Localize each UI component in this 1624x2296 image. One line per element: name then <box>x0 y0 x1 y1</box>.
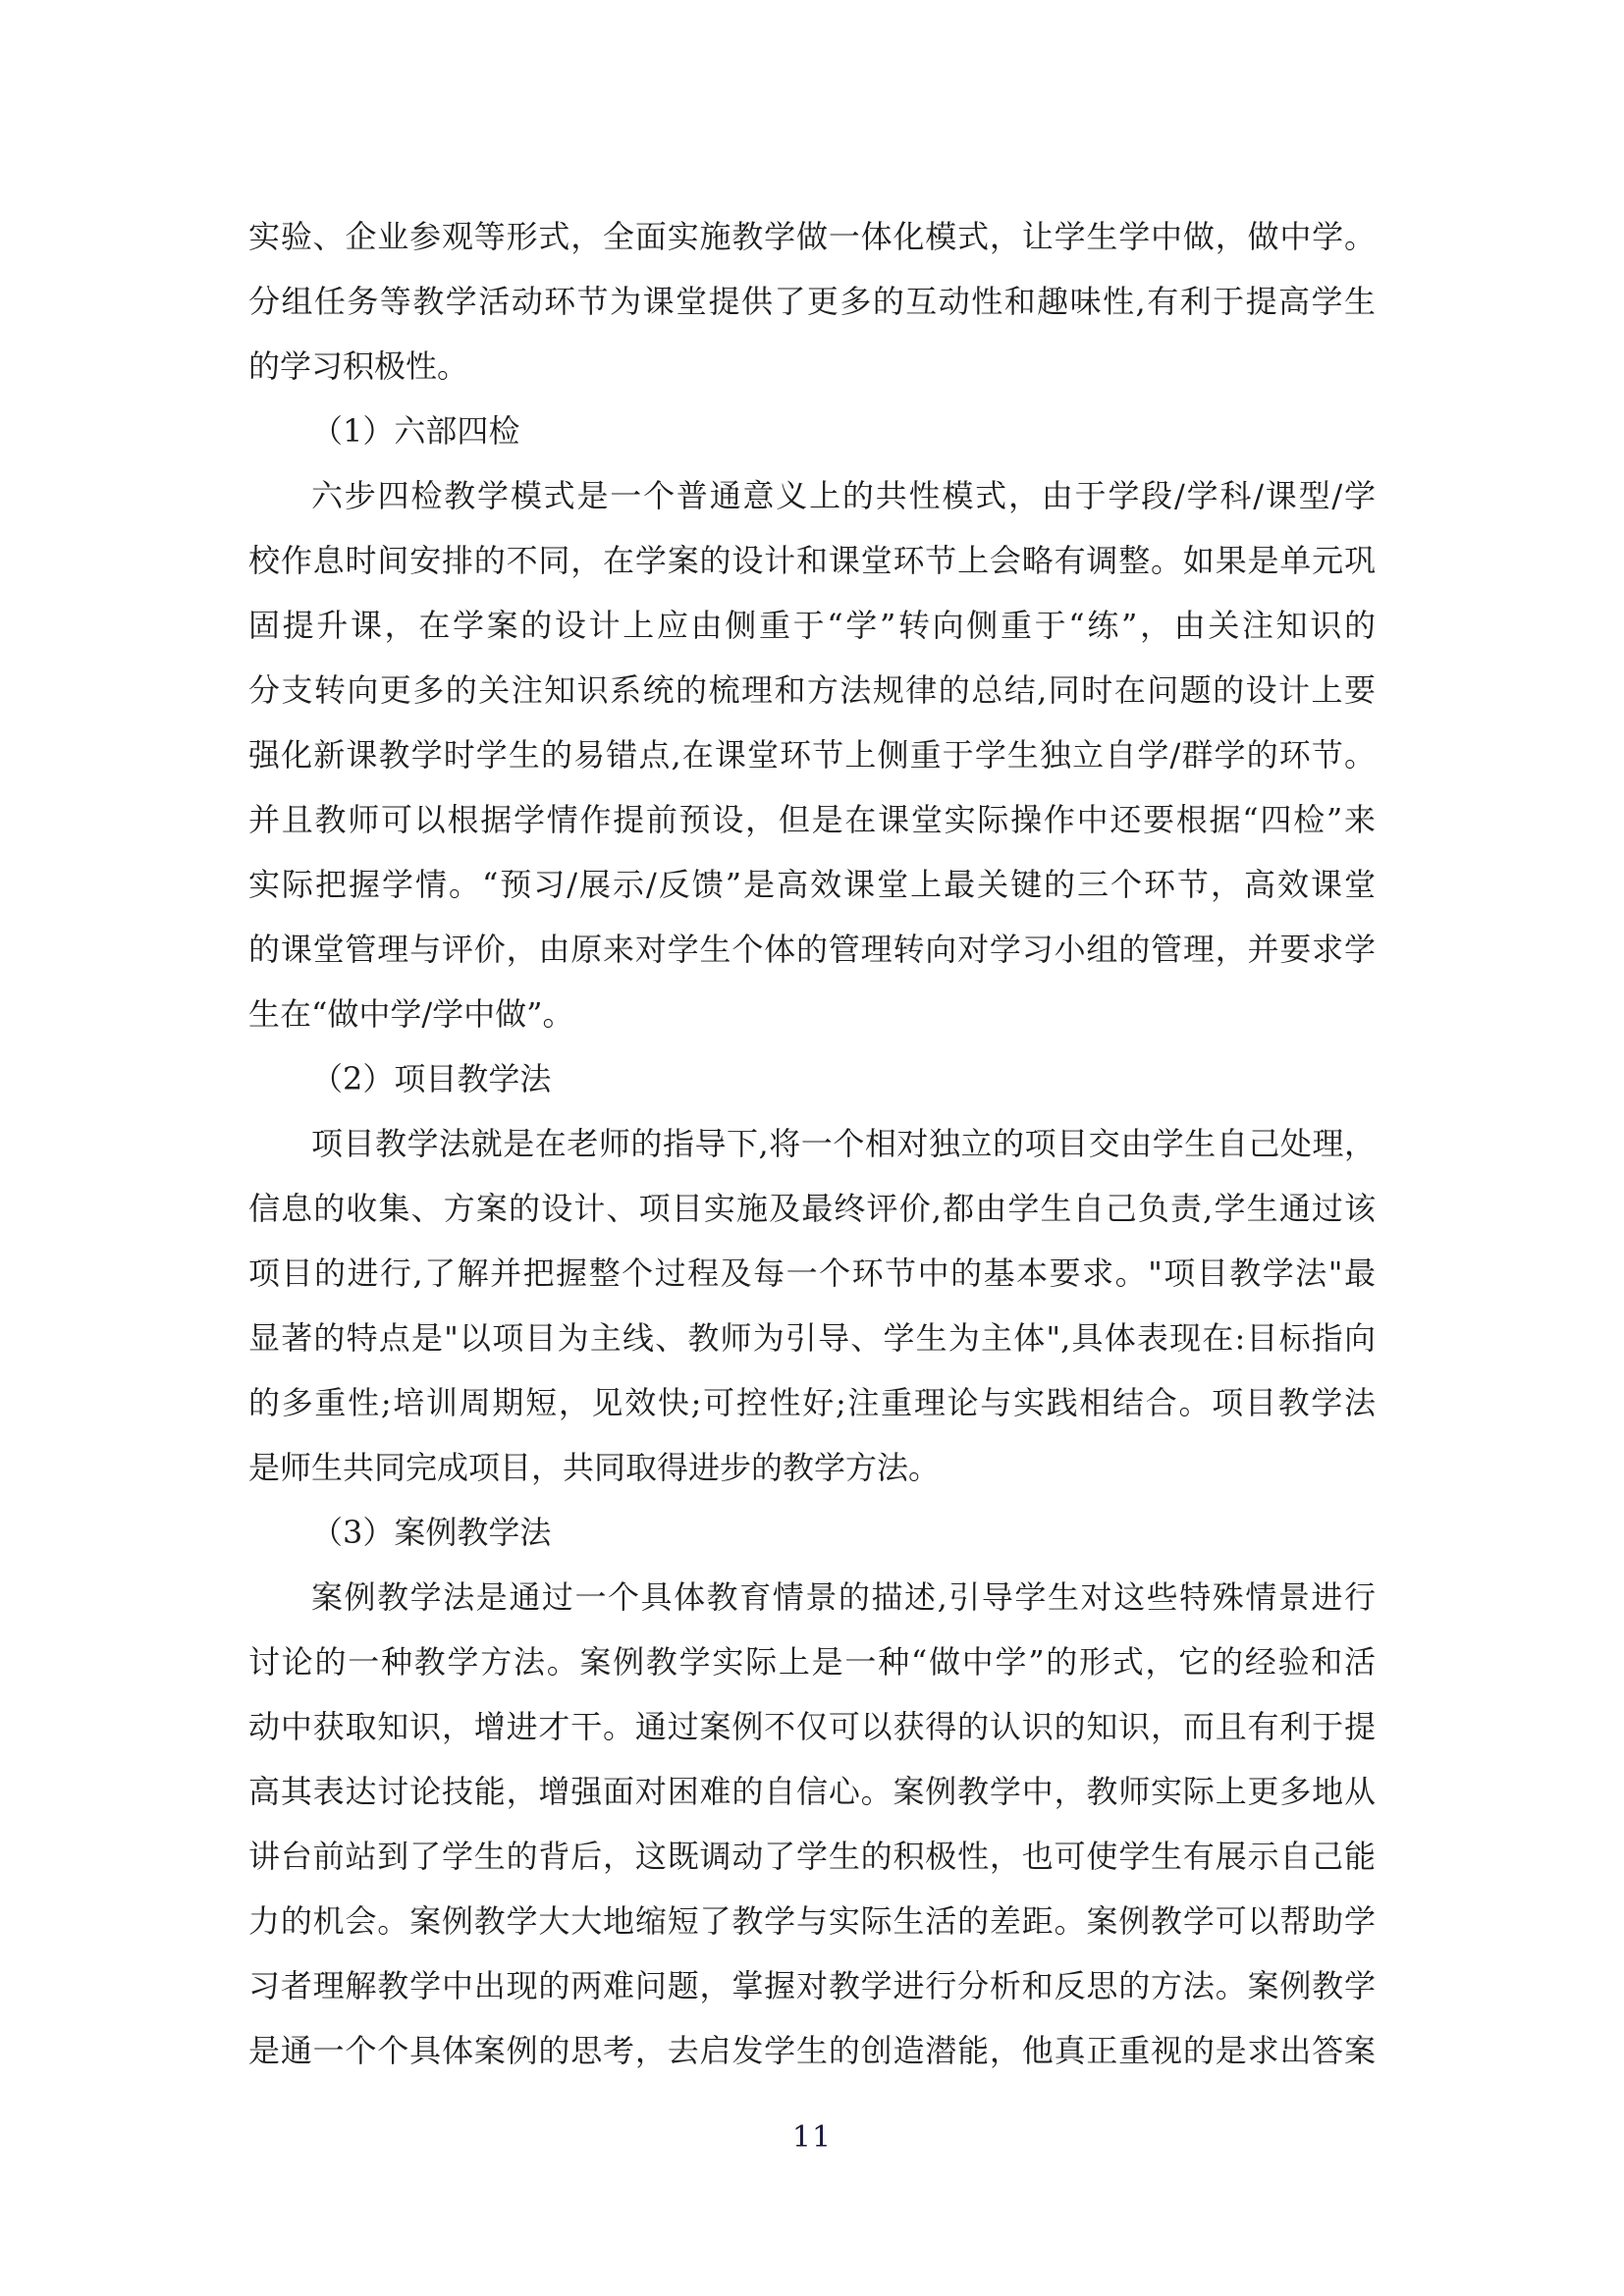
text-line: 显著的特点是"以项目为主线、教师为引导、学生为主体",具体表现在:目标指向 <box>248 1319 1376 1357</box>
text-line: 的学习积极性。 <box>248 347 469 385</box>
section-heading: （2）项目教学法 <box>311 1060 552 1097</box>
text-line: 实际把握学情。“预习/展示/反馈”是高效课堂上最关键的三个环节，高效课堂 <box>248 866 1376 903</box>
text-line: 信息的收集、方案的设计、项目实施及最终评价,都由学生自己负责,学生通过该 <box>248 1190 1376 1227</box>
text-line: 并且教师可以根据学情作提前预设，但是在课堂实际操作中还要根据“四检”来 <box>248 801 1376 838</box>
text-line: 六步四检教学模式是一个普通意义上的共性模式，由于学段/学科/课型/学 <box>311 477 1376 514</box>
text-line: 实验、企业参观等形式，全面实施教学做一体化模式，让学生学中做，做中学。 <box>248 218 1376 255</box>
section-heading: （3）案例教学法 <box>311 1514 552 1551</box>
text-line: 力的机会。案例教学大大地缩短了教学与实际生活的差距。案例教学可以帮助学 <box>248 1902 1376 1940</box>
text-line: 生在“做中学/学中做”。 <box>248 995 574 1033</box>
text-line: 动中获取知识，增进才干。通过案例不仅可以获得的认识的知识，而且有利于提 <box>248 1708 1376 1745</box>
text-line: 项目的进行,了解并把握整个过程及每一个环节中的基本要求。"项目教学法"最 <box>248 1255 1376 1292</box>
text-line: 强化新课教学时学生的易错点,在课堂环节上侧重于学生独立自学/群学的环节。 <box>248 736 1376 774</box>
text-line: 是通一个个具体案例的思考，去启发学生的创造潜能，他真正重视的是求出答案 <box>248 2032 1376 2069</box>
text-line: 是师生共同完成项目，共同取得进步的教学方法。 <box>248 1449 941 1486</box>
text-line: 校作息时间安排的不同，在学案的设计和课堂环节上会略有调整。如果是单元巩 <box>248 542 1376 579</box>
text-line: 高其表达讨论技能，增强面对困难的自信心。案例教学中，教师实际上更多地从 <box>248 1773 1376 1810</box>
text-line: 讨论的一种教学方法。案例教学实际上是一种“做中学”的形式，它的经验和活 <box>248 1643 1376 1681</box>
section-heading: （1）六部四检 <box>311 412 520 450</box>
text-line: 固提升课，在学案的设计上应由侧重于“学”转向侧重于“练”，由关注知识的 <box>248 607 1376 644</box>
text-line: 的多重性;培训周期短，见效快;可控性好;注重理论与实践相结合。项目教学法 <box>248 1384 1376 1421</box>
text-line: 的课堂管理与评价，由原来对学生个体的管理转向对学习小组的管理，并要求学 <box>248 931 1376 968</box>
document-body <box>248 204 1376 2083</box>
text-line: 分组任务等教学活动环节为课堂提供了更多的互动性和趣味性,有利于提高学生 <box>248 283 1376 320</box>
text-line: 项目教学法就是在老师的指导下,将一个相对独立的项目交由学生自己处理， <box>311 1125 1376 1162</box>
text-line: 习者理解教学中出现的两难问题，掌握对教学进行分析和反思的方法。案例教学 <box>248 1967 1376 2004</box>
page-number: 11 <box>791 2120 833 2155</box>
text-line: 讲台前站到了学生的背后，这既调动了学生的积极性，也可使学生有展示自己能 <box>248 1838 1376 1875</box>
text-line: 分支转向更多的关注知识系统的梳理和方法规律的总结,同时在问题的设计上要 <box>248 671 1376 709</box>
text-line: 案例教学法是通过一个具体教育情景的描述,引导学生对这些特殊情景进行 <box>311 1578 1376 1616</box>
page-footer <box>0 2118 1624 2158</box>
